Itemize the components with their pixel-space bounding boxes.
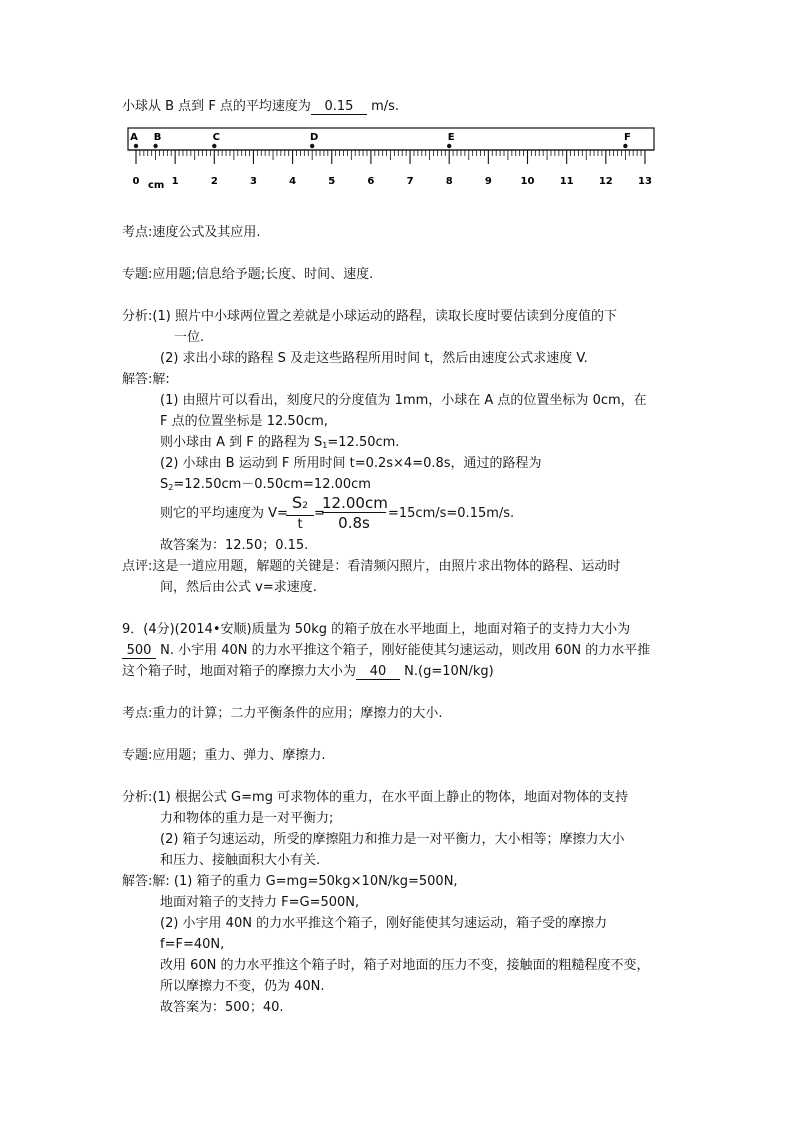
s1-jieda-1a: (1) 由照片可以看出，刻度尺的分度值为 1mm，小球在 A 点的位置坐标为 0cm，在 (160, 393, 647, 408)
s2-fenxi-2b: 和压力、接触面积大小有关. (160, 853, 321, 868)
s1-fenxi-line1 (122, 308, 617, 326)
s1-dianping-a: 点评:这是一道应用题，解题的关键是：看清频闪照片，由照片求出物体的路程、运动时 (122, 559, 621, 574)
q8-unit: m/s. (371, 99, 400, 114)
ruler-tick-label: 7 (406, 176, 414, 187)
s2-zhuanti: 专题:应用题；重力、弹力、摩擦力. (122, 748, 326, 763)
q9-blank-1: 500 (122, 643, 156, 659)
ruler-tick-label: 8 (445, 176, 453, 187)
s2-jieda-4: f=F=40N, (160, 937, 225, 952)
ruler-tick-label: 11 (559, 176, 574, 187)
ruler-tick-label: 13 (637, 176, 652, 187)
ruler-tick-label: 5 (328, 176, 336, 187)
s1-frac2-num: 12.00cm (322, 494, 388, 512)
q9-line3-pre: 这个箱子时，地面对箱子的摩擦力大小为 (122, 664, 357, 679)
ruler-tick-label: 12 (598, 176, 613, 187)
ruler-figure (126, 124, 658, 194)
s2-jieda-2: 地面对箱子的支持力 F=G=500N, (160, 895, 360, 910)
s1-jieda-1c (160, 434, 399, 455)
s2-jieda-6: 所以摩擦力不变，仍为 40N. (160, 979, 325, 994)
s2-fenxi-1a: 分析:(1) 根据公式 G=mg 可求物体的重力，在水平面上静止的物体，地面对物体的支持 (122, 790, 629, 805)
ruler-tick-label: 0 (132, 176, 140, 187)
s1-jieda-1b: F 点的位置坐标是 12.50cm, (160, 414, 328, 429)
s2-kaodian: 考点:重力的计算；二力平衡条件的应用；摩擦力的大小. (122, 706, 443, 721)
s1-answer: 故答案为：12.50；0.15. (160, 538, 309, 553)
s1-frac-eq: = (314, 506, 325, 521)
s1-jieda-label: 解答:解: (122, 372, 170, 387)
ruler-point-d (310, 144, 314, 148)
s1-kaodian: 考点:速度公式及其应用. (122, 225, 261, 240)
ruler-point-b (153, 144, 157, 148)
s1-speed-prefix: 则它的平均速度为 V= (160, 506, 288, 521)
q9-line2 (122, 642, 650, 660)
s1-frac2-den: 0.8s (338, 514, 370, 532)
q9-line3-post: N.(g=10N/kg) (404, 664, 494, 679)
ruler-point-a (134, 144, 138, 148)
ruler-point-c (212, 144, 216, 148)
s2-fenxi-1b: 力和物体的重力是一对平衡力; (160, 811, 334, 826)
ruler-point-label-d: D (310, 132, 319, 143)
s1-frac-values (322, 494, 386, 533)
ruler-tick-label: 6 (367, 176, 375, 187)
s2-answer: 故答案为：500；40. (160, 1000, 284, 1015)
s1-j2b-sub: 2 (168, 483, 174, 492)
ruler-point-label-c: C (212, 132, 220, 143)
s2-jieda-1: 解答:解: (1) 箱子的重力 G=mg=50kg×10N/kg=500N, (122, 874, 458, 889)
s1-frac1-num: S2 (286, 494, 314, 516)
s1-fenxi-1b: 一位. (174, 330, 205, 345)
s2-jieda-5: 改用 60N 的力水平推这个箱子时，箱子对地面的压力不变，接触面的粗糙程度不变， (160, 958, 650, 973)
ruler-tick-label: 3 (249, 176, 257, 187)
q9-line2-text: N. 小宇用 40N 的力水平推这个箱子，刚好能使其匀速运动，则改用 60N 的力水平推 (160, 643, 651, 658)
s1-zhuanti: 专题:应用题;信息给予题;长度、时间、速度. (122, 267, 374, 282)
ruler-point-label-f: F (623, 132, 631, 143)
q8-answer-blank: 0.15 (311, 99, 367, 115)
s1-j1c-sub: 1 (322, 441, 328, 450)
s1-j2b-post: =12.50cm－0.50cm=12.00cm (173, 477, 371, 492)
q9-line3 (122, 663, 494, 681)
ruler-tick-label: 2 (210, 176, 218, 187)
ruler-top-strip (128, 128, 654, 150)
q9-blank-2: 40 (356, 664, 400, 680)
s1-speed-result: =15cm/s=0.15m/s. (388, 506, 515, 521)
s1-fenxi-label: 分析: (122, 309, 153, 324)
q8-answer-line (122, 98, 399, 116)
s1-j1c-post: =12.50cm. (327, 435, 400, 450)
ruler-cm-label: cm (148, 180, 165, 191)
s2-fenxi-2a: (2) 箱子匀速运动，所受的摩擦阻力和推力是一对平衡力，大小相等；摩擦力大小 (160, 832, 625, 847)
s2-jieda-3: (2) 小宇用 40N 的力水平推这个箱子，刚好能使其匀速运动，箱子受的摩擦力 (160, 916, 608, 931)
s1-frac1-den: t (297, 517, 303, 532)
ruler-point-f (623, 144, 627, 148)
s1-fenxi-2: (2) 求出小球的路程 S 及走这些路程所用时间 t，然后由速度公式求速度 V. (160, 351, 588, 366)
ruler-tick-label: 9 (484, 176, 492, 187)
s1-fenxi-1a: (1) 照片中小球两位置之差就是小球运动的路程，读取长度时要估读到分度值的下 (152, 309, 617, 324)
s1-jieda-2a: (2) 小球由 B 运动到 F 所用时间 t=0.2s×4=0.8s，通过的路程为 (160, 456, 542, 471)
q9-line1: 9．(4分)(2014•安顺)质量为 50kg 的箱子放在水平地面上，地面对箱子的支持力大小为 (122, 622, 631, 637)
ruler-point-label-a: A (130, 132, 138, 143)
ruler-point-label-e: E (447, 132, 455, 143)
s1-dianping-b: 间，然后由公式 v=求速度. (160, 580, 317, 595)
s1-j2b-pre: S (160, 477, 169, 492)
ruler-point-label-b: B (153, 132, 162, 143)
ruler-point-e (447, 144, 451, 148)
ruler-tick-label: 10 (520, 176, 535, 187)
s1-frac-s2-over-t (286, 494, 314, 534)
ruler-tick-label: 4 (289, 176, 297, 187)
s1-j1c-pre: 则小球由 A 到 F 的路程为 S (160, 435, 323, 450)
ruler-tick-label: 1 (171, 176, 179, 187)
q8-prefix: 小球从 B 点到 F 点的平均速度为 (122, 99, 311, 114)
